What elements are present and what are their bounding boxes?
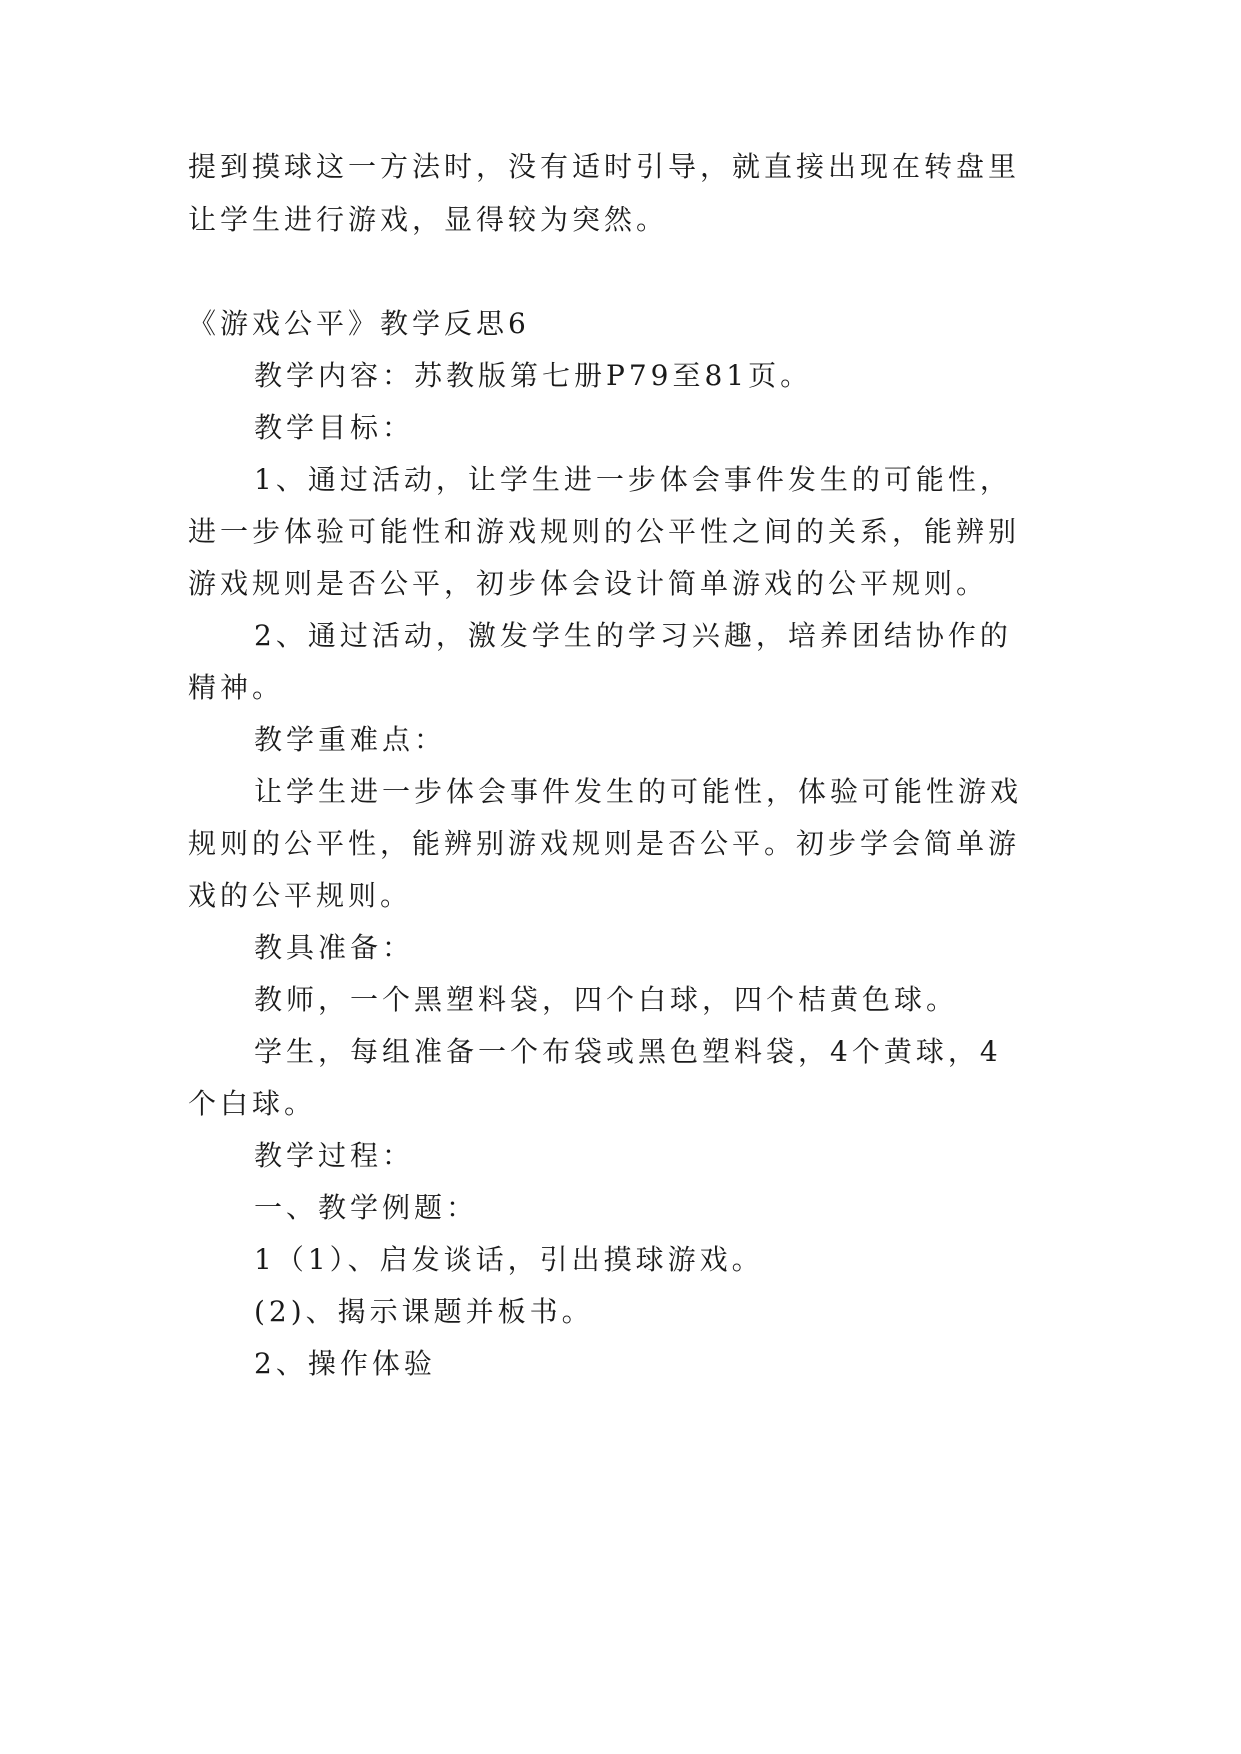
teaching-content: 教学内容：苏教版第七册P79至81页。 [254, 359, 813, 392]
step-2: 2、操作体验 [254, 1347, 436, 1380]
key-points-line-3: 戏的公平规则。 [188, 879, 413, 912]
student-tools-line-2: 个白球。 [188, 1087, 317, 1120]
key-points-line-1: 让学生进一步体会事件发生的可能性，体验可能性游戏 [254, 775, 1023, 808]
teacher-tools: 教师，一个黑塑料袋，四个白球，四个桔黄色球。 [254, 983, 959, 1016]
prev-paragraph-line-2: 让学生进行游戏，显得较为突然。 [188, 203, 669, 236]
step-one: 一、教学例题： [254, 1191, 479, 1224]
step-1-2: (2)、揭示课题并板书。 [254, 1295, 594, 1328]
prev-paragraph-line-1: 提到摸球这一方法时，没有适时引导，就直接出现在转盘里 [188, 150, 1021, 183]
step-1-1: 1（1）、启发谈话，引出摸球游戏。 [254, 1243, 764, 1276]
goal-1-line-2: 进一步体验可能性和游戏规则的公平性之间的关系，能辨别 [188, 515, 1021, 548]
goal-1-line-3: 游戏规则是否公平，初步体会设计简单游戏的公平规则。 [188, 567, 989, 600]
goal-2-line-2: 精神。 [188, 671, 285, 704]
goal-1-line-1: 1、通过活动，让学生进一步体会事件发生的可能性， [254, 463, 1012, 496]
process-heading: 教学过程： [254, 1139, 415, 1172]
goals-heading: 教学目标： [254, 411, 415, 444]
tools-heading: 教具准备： [254, 931, 415, 964]
key-points-line-2: 规则的公平性，能辨别游戏规则是否公平。初步学会简单游 [188, 827, 1021, 860]
key-points-heading: 教学重难点： [254, 723, 447, 756]
section-title: 《游戏公平》教学反思6 [188, 307, 530, 340]
goal-2-line-1: 2、通过活动，激发学生的学习兴趣，培养团结协作的 [254, 619, 1012, 652]
student-tools-line-1: 学生，每组准备一个布袋或黑色塑料袋，4个黄球，4 [254, 1035, 1002, 1068]
